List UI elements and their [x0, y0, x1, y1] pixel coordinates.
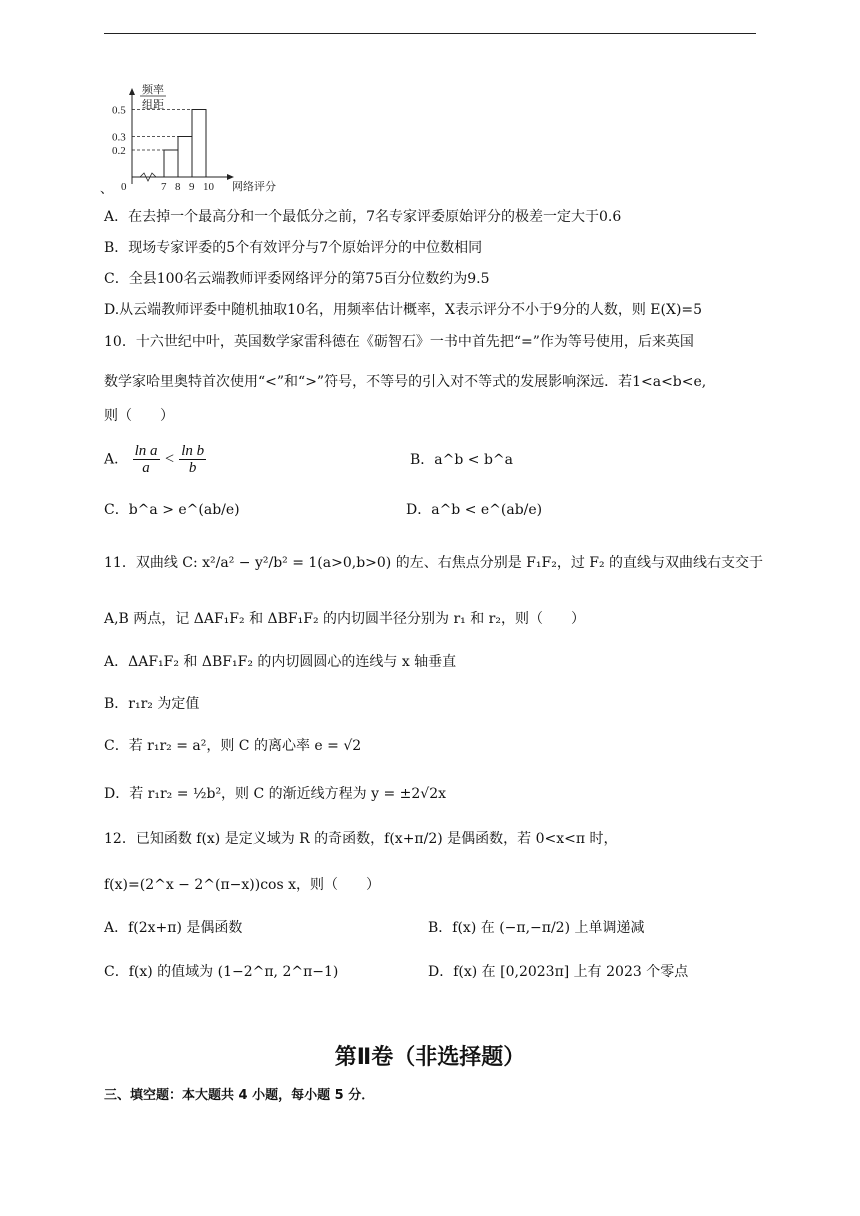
- q10-option-b: B．a^b < b^a: [410, 452, 513, 468]
- q9-option-a: A．在去掉一个最高分和一个最低分之前，7名专家评委原始评分的极差一定大于0.6: [104, 209, 622, 225]
- q12-option-d: D．f(x) 在 [0,2023π] 上有 2023 个零点: [428, 964, 689, 980]
- q10-stem-line1: 10．十六世纪中叶，英国数学家雷科德在《砺智石》一书中首先把“=”作为等号使用，后来英国: [104, 334, 694, 350]
- histogram-bar-7-8: [164, 150, 178, 177]
- dot-mark: 、: [100, 182, 114, 197]
- q10-option-d: D．a^b < e^(ab/e): [406, 502, 543, 518]
- x-tick-label: 0: [121, 181, 127, 193]
- q11-option-a: A．ΔAF₁F₂ 和 ΔBF₁F₂ 的内切圆圆心的连线与 x 轴垂直: [104, 654, 457, 670]
- q10-option-c: C．b^a > e^(ab/e): [104, 502, 240, 518]
- q10-option-a: A． $\frac{\text{ln a}}{a}$ < $\frac{\text{ln b}}{b}$: [104, 443, 205, 476]
- y-tick-label: 0.3: [112, 131, 126, 144]
- q12-option-b: B．f(x) 在 (−π,−π/2) 上单调递减: [428, 920, 645, 936]
- q9-option-d: D.从云端教师评委中随机抽取10名，用频率估计概率，X表示评分不小于9分的人数，则 E(X)=5: [104, 302, 703, 318]
- q11-option-d: D．若 r₁r₂ = ½b²，则 C 的渐近线方程为 y = ±2√2x: [104, 786, 447, 802]
- y-tick-label: 0.5: [112, 104, 126, 117]
- y-tick-label: 0.2: [112, 145, 126, 157]
- q12-stem-line1: 12．已知函数 f(x) 是定义域为 R 的奇函数，f(x+π/2) 是偶函数，若 0<x<π 时，: [104, 831, 618, 847]
- x-axis-label: 网络评分: [232, 181, 276, 193]
- y-label-bottom: 组距: [142, 99, 164, 111]
- x-tick-label: 9: [189, 181, 195, 193]
- x-axis-arrow: [227, 174, 234, 180]
- q9-option-b: B．现场专家评委的5个有效评分与7个原始评分的中位数相同: [104, 240, 483, 256]
- q11-stem-line1: 11．双曲线 C: x²/a² − y²/b² = 1(a>0,b>0) 的左、右焦点分别是 F₁F₂，过 F₂ 的直线与双曲线右支交于: [104, 555, 764, 571]
- x-tick-label: 8: [175, 181, 181, 193]
- histogram-bar-8-9: [178, 137, 192, 178]
- q12-stem-line2: f(x)=(2^x − 2^(π−x))cos x，则（ ）: [104, 877, 381, 893]
- histogram-chart: [104, 84, 294, 196]
- x-tick-label: 7: [161, 181, 167, 193]
- part2-title: 第Ⅱ卷（非选择题）: [334, 1045, 526, 1070]
- q11-stem-line2: A,B 两点，记 ΔAF₁F₂ 和 ΔBF₁F₂ 的内切圆半径分别为 r₁ 和 r₂，则（ ）: [104, 611, 585, 627]
- q12-option-a: A．f(2x+π) 是偶函数: [104, 920, 243, 936]
- y-axis-arrow: [129, 88, 135, 95]
- x-tick-label: 10: [203, 181, 214, 193]
- q11-option-c: C．若 r₁r₂ = a²，则 C 的离心率 e = √2: [104, 738, 362, 754]
- q10-stem-line2: 数学家哈里奥特首次使用“<”和“>”符号，不等号的引入对不等式的发展影响深远．若1<a<b<e,: [104, 374, 707, 390]
- q10-stem-line3: 则（ ）: [104, 408, 174, 424]
- fraction-ln-a: $\frac{\text{ln a}}{a}$: [134, 443, 158, 476]
- q12-option-c: C．f(x) 的值域为 (1−2^π, 2^π−1): [104, 964, 339, 980]
- q11-option-b: B．r₁r₂ 为定值: [104, 696, 200, 712]
- q9-option-c: C．全县100名云端教师评委网络评分的第75百分位数约为9.5: [104, 271, 490, 287]
- y-label-top: 频率: [142, 84, 164, 96]
- section-3-heading: 三、填空题：本大题共 4 小题，每小题 5 分．: [104, 1088, 375, 1103]
- header-rule: [104, 33, 756, 34]
- q10-option-a-label: A．: [104, 451, 129, 468]
- histogram-bar-9-10: [192, 110, 206, 178]
- fraction-ln-b: $\frac{\text{ln b}}{b}$: [181, 443, 205, 476]
